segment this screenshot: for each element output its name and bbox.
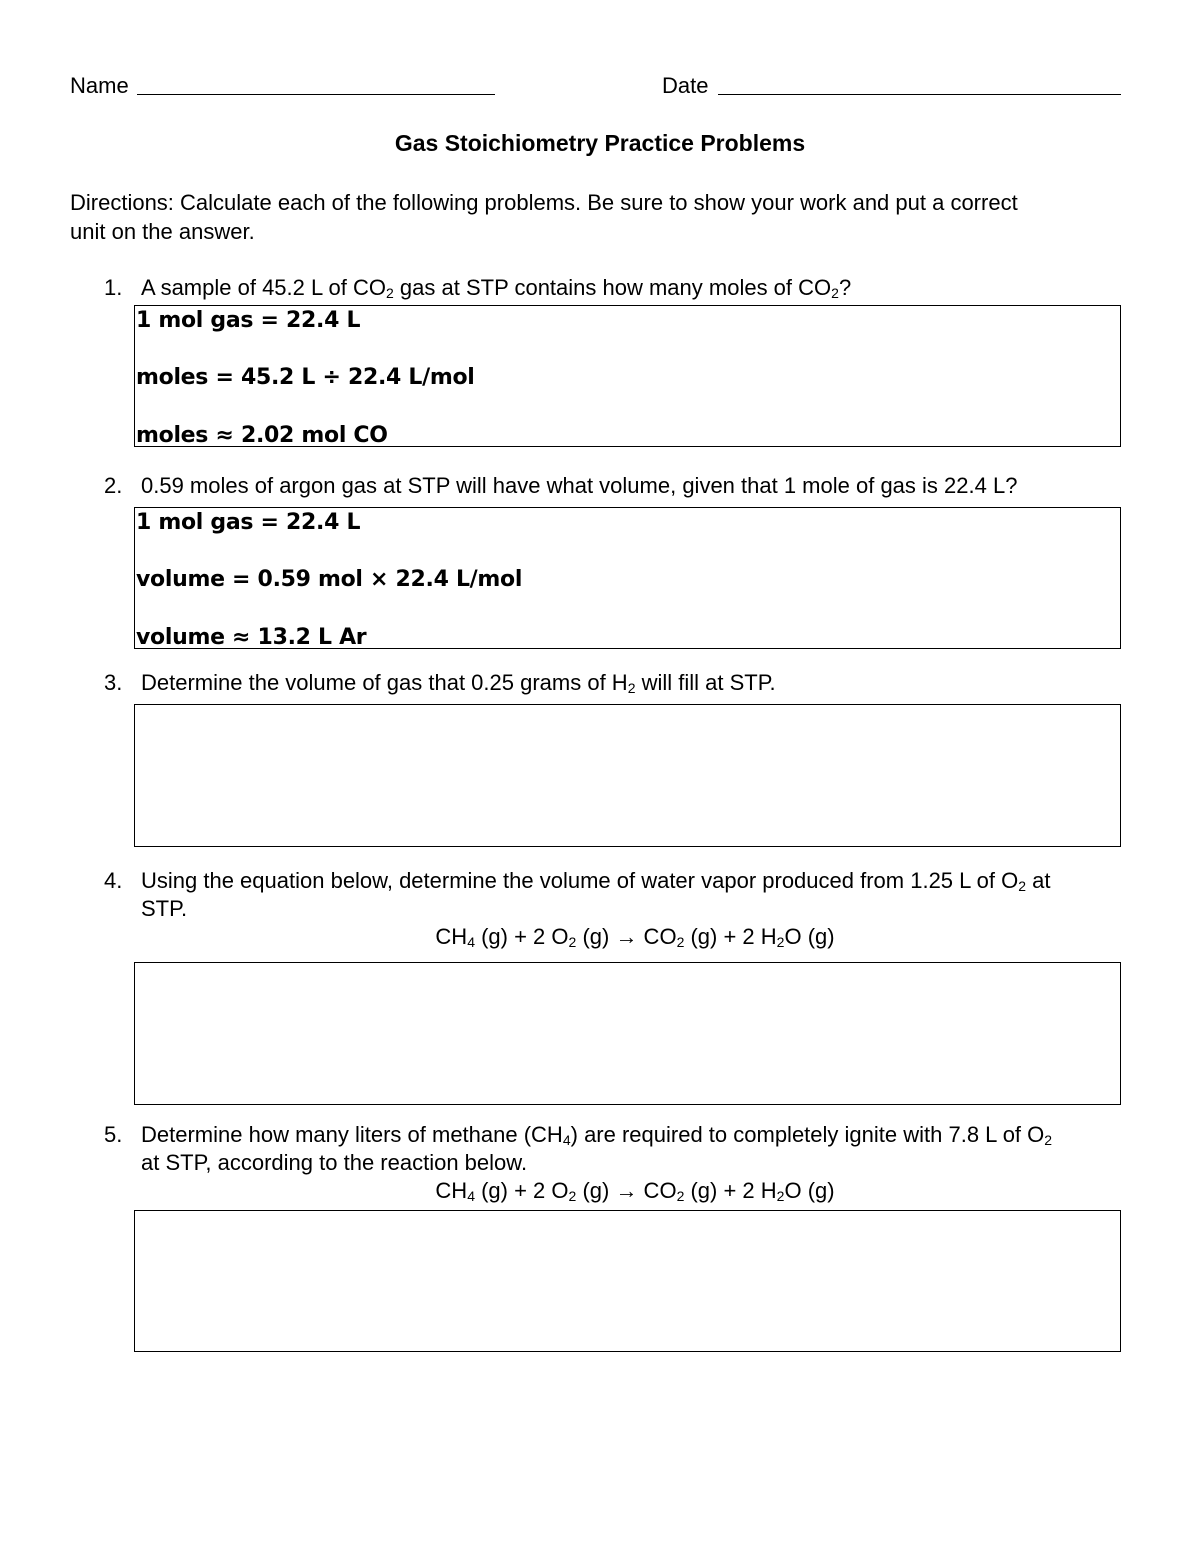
problem-2-number: 2. xyxy=(104,473,123,498)
problem-2-answer-line-2: volume = 0.59 mol × 22.4 L/mol xyxy=(136,567,523,592)
directions-line-2: unit on the answer. xyxy=(70,219,255,244)
problem-1-text: A sample of 45.2 L of $CO_2$ gas at STP contains how many moles of $CO_2$? xyxy=(141,275,852,301)
problem-3-text: Determine the volume of gas that 0.25 grams of $H_2$ will fill at STP. xyxy=(141,670,776,696)
problem-1-number: 1. xyxy=(104,275,123,300)
problem-1-answer-line-3: moles ≈ 2.02 mol CO xyxy=(136,423,388,447)
problem-5-equation: $CH_4$ (g) + 2 $O_2$ $(g) \to CO_2$ (g) + 2 $H_2O$ (g) xyxy=(435,1178,835,1204)
problem-5-answer-box[interactable] xyxy=(134,1210,1121,1352)
page-title: Gas Stoichiometry Practice Problems xyxy=(394,130,806,156)
problem-4-equation: $CH_4$ (g) + 2 $O_2$ $(g) \to CO_2$ (g) + 2 $H_2O$ (g) xyxy=(435,924,835,950)
problem-4-number: 4. xyxy=(104,868,123,893)
problem-3-answer-box[interactable] xyxy=(134,704,1121,847)
problem-2-answer-line-3: volume ≈ 13.2 L Ar xyxy=(136,625,367,649)
problem-2-answer-line-1: 1 mol gas = 22.4 L xyxy=(136,510,361,535)
problem-2-text: 0.59 moles of argon gas at STP will have what volume, given that 1 mole of gas is 22.4 L? xyxy=(141,473,1018,498)
problem-4-answer-box[interactable] xyxy=(134,962,1121,1105)
date-field[interactable] xyxy=(718,94,1121,95)
name-label: Name xyxy=(70,73,129,98)
problem-5-text-line-2: at STP, according to the reaction below. xyxy=(141,1150,528,1175)
problem-4-text-line-2: STP. xyxy=(141,896,188,921)
problem-1-answer-line-1: 1 mol gas = 22.4 L xyxy=(136,308,361,333)
problem-3-number: 3. xyxy=(104,670,123,695)
problem-4-text-line-1: Using the equation below, determine the volume of water vapor produced from 1.25 L of $O_2$ at xyxy=(141,868,1051,894)
date-label: Date xyxy=(662,73,709,98)
problem-2-answer-box[interactable] xyxy=(134,507,1121,649)
problem-5-number: 5. xyxy=(104,1122,123,1147)
directions-line-1: Directions: Calculate each of the following problems. Be sure to show your work and put a correct xyxy=(70,190,1018,215)
name-field[interactable] xyxy=(137,94,495,95)
problem-5-text-line-1: Determine how many liters of methane $(CH_4)$ are required to completely ignite with 7.8 L of $O_2$ xyxy=(141,1122,1053,1148)
problem-1-answer-line-2: moles = 45.2 L ÷ 22.4 L/mol xyxy=(136,365,475,390)
problem-1-answer-box[interactable] xyxy=(134,305,1121,447)
